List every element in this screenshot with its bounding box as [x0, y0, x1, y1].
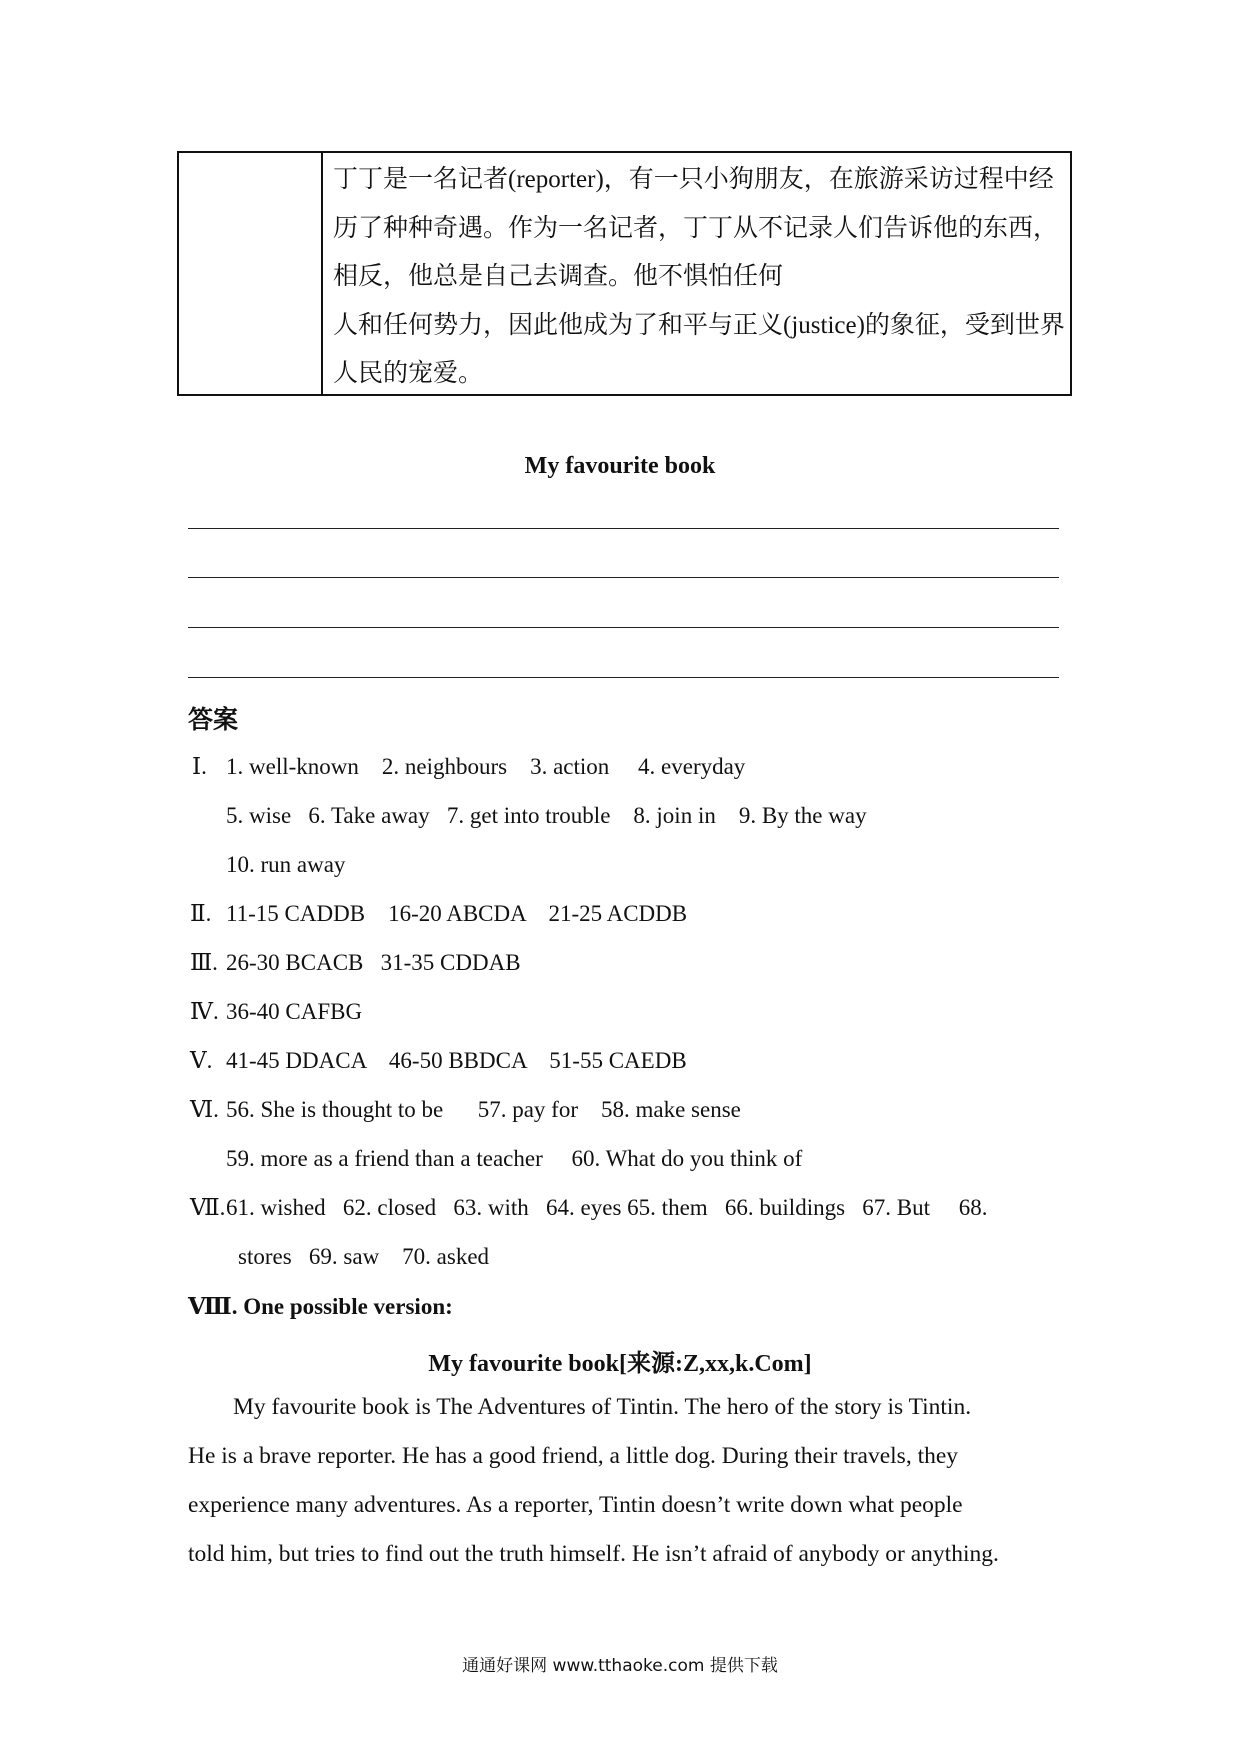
answer-line: [190, 901, 687, 927]
answer-text: 36-40 CAFBG: [226, 999, 363, 1024]
answer-text: 59. more as a friend than a teacher 60. What do you think of: [226, 1146, 803, 1171]
writing-blank-line[interactable]: [188, 677, 1059, 678]
essay-line: My favourite book is The Adventures of Tintin. The hero of the story is Tintin.: [233, 1394, 972, 1420]
table-cell-line: 丁丁是一名记者(reporter)，有一只小狗朋友，在旅游采访过程中经: [333, 166, 1054, 193]
answer-line: [192, 754, 745, 780]
writing-blank-line[interactable]: [188, 577, 1059, 578]
section-number: Ⅳ.: [190, 999, 219, 1024]
essay-line: experience many adventures. As a reporter, Tintin doesn’t write down what people: [188, 1492, 963, 1518]
answer-line: [226, 852, 345, 878]
essay-line: He is a brave reporter. He has a good friend, a little dog. During their travels, they: [188, 1443, 959, 1469]
section-number: Ⅱ.: [190, 901, 212, 926]
section-number: Ⅰ.: [192, 754, 207, 779]
table-cell-line: 历了种种奇遇。作为一名记者，丁丁从不记录人们告诉他的东西，: [333, 214, 1059, 242]
answer-line: [226, 1146, 802, 1172]
section-number: Ⅶ.: [190, 1195, 226, 1220]
section-number: Ⅴ.: [190, 1048, 213, 1073]
essay-line: told him, but tries to find out the truth himself. He isn’t afraid of anybody or anything.: [188, 1541, 999, 1567]
writing-blank-line[interactable]: [188, 528, 1059, 529]
answer-text: 11-15 CADDB 16-20 ABCDA 21-25 ACDDB: [226, 901, 688, 926]
answer-line: [190, 1048, 687, 1074]
answer-line: [190, 1097, 741, 1123]
table-cell-line: 人民的宠爱。: [333, 360, 484, 388]
essay-title: My favourite book[来源:Z,xx,k.Com]: [428, 1351, 812, 1377]
answer-text: 5. wise 6. Take away 7. get into trouble 8. join in 9. By the way: [226, 803, 867, 828]
answer-text: 61. wished 62. closed 63. with 64. eyes 65. them 66. buildings 67. But 68.: [226, 1195, 988, 1220]
page-footer: 通通好课网 www.tthaoke.com 提供下载: [462, 1656, 778, 1676]
writing-blank-line[interactable]: [188, 627, 1059, 628]
essay-body: [188, 1383, 1068, 1579]
answer-line: [190, 950, 521, 976]
section-number: Ⅵ.: [190, 1097, 219, 1122]
answer-line: [190, 999, 362, 1025]
answer-text: 41-45 DDACA 46-50 BBDCA 51-55 CAEDB: [226, 1048, 687, 1073]
section-number: Ⅲ.: [190, 950, 218, 975]
answer-text: 1. well-known 2. neighbours 3. action 4. everyday: [226, 754, 746, 779]
table-cell-line: 人和任何势力，因此他成为了和平与正义(justice)的象征，受到世界: [333, 311, 1065, 339]
table-cell-line: 相反，他总是自己去调查。他不惧怕任何: [333, 263, 784, 291]
answer-line: [190, 1195, 988, 1221]
answer-text: 10. run away: [226, 852, 346, 877]
answer-text: 26-30 BCACB 31-35 CDDAB: [226, 950, 521, 975]
answers-heading: 答案: [188, 707, 239, 734]
table-right-cell: [333, 156, 1063, 399]
table-column-divider: [321, 151, 323, 396]
version-heading: Ⅷ. One possible version:: [188, 1294, 453, 1319]
answer-text: stores 69. saw 70. asked: [238, 1244, 490, 1269]
writing-title: My favourite book: [524, 453, 716, 479]
answer-line: [238, 1244, 489, 1270]
answer-text: 56. She is thought to be 57. pay for 58. make sense: [226, 1097, 741, 1122]
answer-line: [226, 803, 867, 829]
